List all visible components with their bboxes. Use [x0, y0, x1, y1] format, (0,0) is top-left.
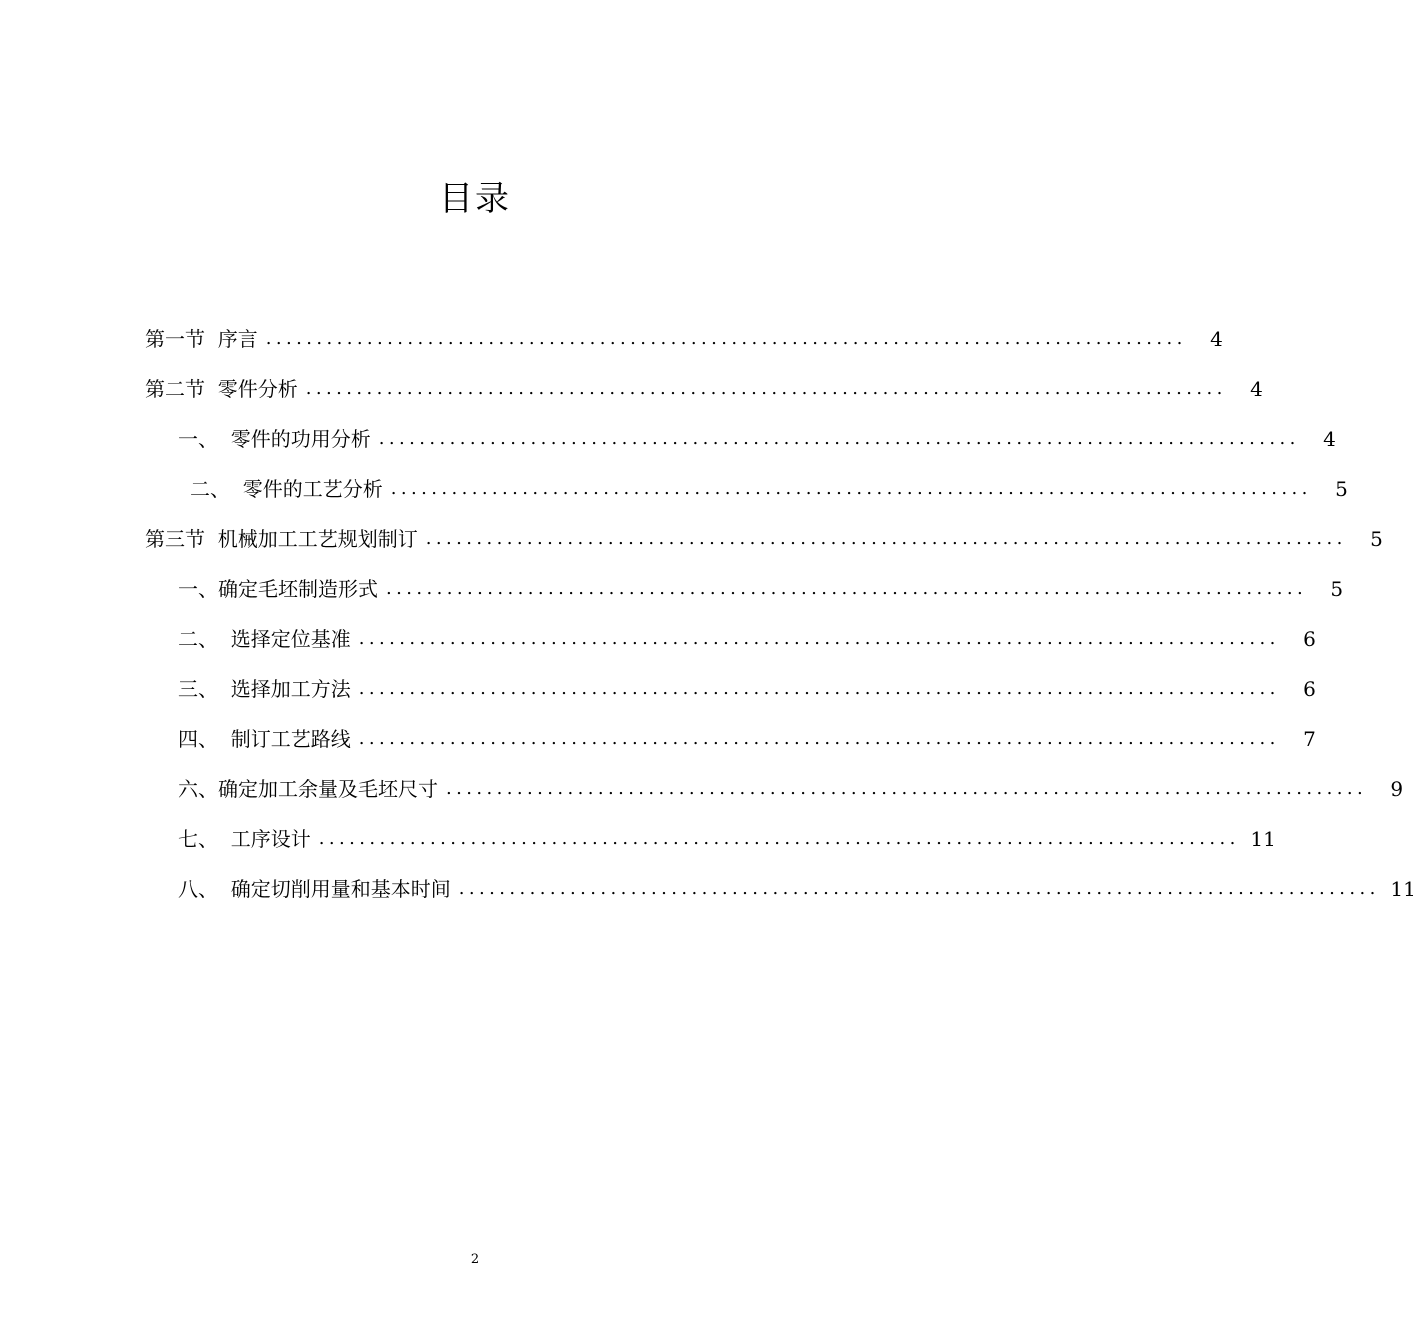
toc-entry-page: 4 — [1250, 377, 1263, 401]
toc-entry[interactable] — [0, 514, 1383, 564]
toc-entry-label: 六、确定加工余量及毛坯尺寸 — [178, 777, 438, 801]
toc-entry-page: 6 — [1303, 627, 1316, 651]
dot-leader: ........................................................................................... — [358, 678, 1280, 699]
toc-entry[interactable] — [0, 614, 1316, 664]
toc-entry[interactable] — [0, 564, 1344, 614]
toc-entry-page: 11 — [1390, 877, 1416, 901]
toc-entry[interactable] — [0, 864, 1416, 914]
toc-entry[interactable] — [0, 664, 1316, 714]
toc-entry-label: 四、 制订工艺路线 — [178, 727, 351, 751]
toc-entry-label: 一、 零件的功用分析 — [178, 427, 371, 451]
toc-entry-label: 二、 选择定位基准 — [178, 627, 351, 651]
dot-leader: ........................................................................................... — [390, 478, 1312, 499]
dot-leader: ........................................................................................... — [458, 878, 1380, 899]
dot-leader: ........................................................................................... — [446, 778, 1368, 799]
toc-entry[interactable] — [0, 314, 1223, 364]
dot-leader: ........................................................................................... — [378, 428, 1300, 449]
toc-entry[interactable] — [0, 414, 1336, 464]
dot-leader: ........................................................................................... — [358, 628, 1280, 649]
toc-entry-label: 三、 选择加工方法 — [178, 677, 351, 701]
dot-leader: ........................................................................................... — [265, 328, 1187, 349]
toc-entry-page: 4 — [1323, 427, 1336, 451]
toc-entry-page: 9 — [1390, 777, 1404, 801]
toc-entry-label: 一、确定毛坯制造形式 — [178, 577, 378, 601]
toc-entry[interactable] — [0, 364, 1263, 414]
dot-leader: ........................................................................................... — [305, 378, 1227, 399]
dot-leader: ........................................................................................... — [318, 828, 1240, 849]
toc-entry-page: 5 — [1330, 577, 1344, 601]
toc-entry-page: 5 — [1335, 477, 1348, 501]
toc-entry-page: 7 — [1303, 727, 1316, 751]
toc-entry-label: 八、 确定切削用量和基本时间 — [178, 877, 451, 901]
table-of-contents — [0, 314, 1416, 914]
toc-entry[interactable] — [0, 814, 1276, 864]
toc-entry-label: 第三节 机械加工工艺规划制订 — [145, 527, 418, 551]
toc-entry-label: 二、 零件的工艺分析 — [190, 477, 383, 501]
toc-entry-label: 第一节 序言 — [145, 327, 258, 351]
toc-entry-page: 4 — [1210, 327, 1223, 351]
toc-entry-page: 6 — [1303, 677, 1316, 701]
page-title: 目录 — [439, 179, 511, 219]
dot-leader: ........................................................................................... — [425, 528, 1347, 549]
toc-entry-label: 七、 工序设计 — [178, 827, 311, 851]
dot-leader: ........................................................................................... — [386, 578, 1308, 599]
toc-entry-page: 5 — [1370, 527, 1383, 551]
page-number: 2 — [470, 1252, 480, 1267]
toc-entry-page: 11 — [1250, 827, 1276, 851]
toc-entry[interactable] — [0, 714, 1316, 764]
toc-entry[interactable] — [0, 764, 1404, 814]
dot-leader: ........................................................................................... — [358, 728, 1280, 749]
toc-entry-label: 第二节 零件分析 — [145, 377, 298, 401]
toc-entry[interactable] — [0, 464, 1348, 514]
